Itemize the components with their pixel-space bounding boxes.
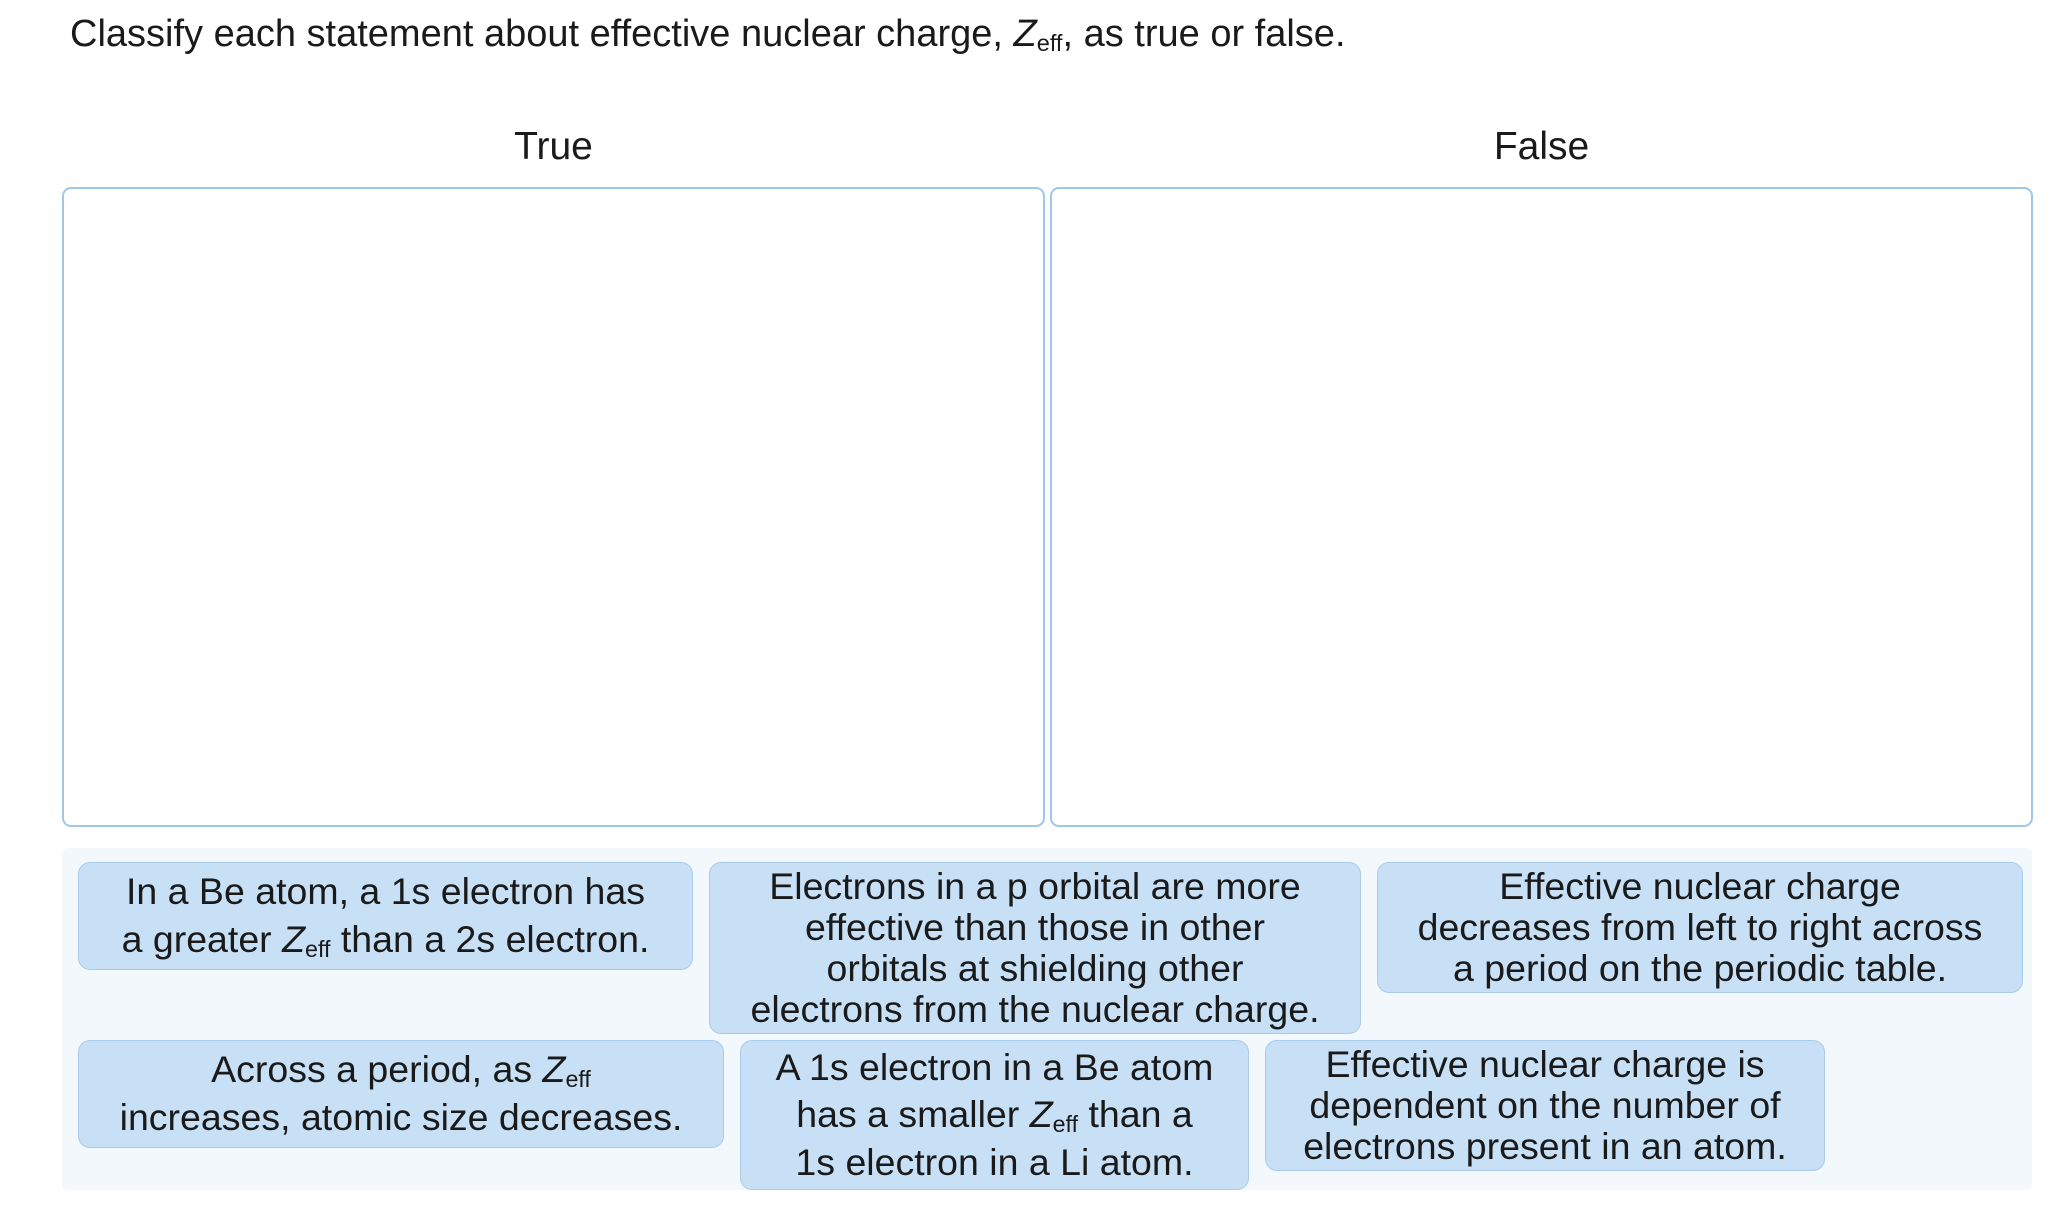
card-text: than a: [1078, 1093, 1193, 1136]
zeff-subscript: eff: [1036, 30, 1063, 57]
card-line: [796, 1091, 1192, 1139]
card-text: has a smaller: [796, 1093, 1030, 1136]
statement-card-be-vs-li-1s[interactable]: [740, 1040, 1249, 1190]
false-column-title: False: [1493, 125, 1590, 168]
question-prompt: [70, 8, 1346, 61]
zeff-symbol: Z: [1029, 1093, 1053, 1136]
card-line: In a Be atom, a 1s electron has: [125, 870, 646, 913]
card-line: orbitals at shielding other: [826, 947, 1244, 989]
true-column-title: True: [514, 125, 593, 168]
card-line: Electrons in a p orbital are more: [769, 865, 1301, 908]
card-line: effective than those in other: [804, 906, 1266, 949]
card-line: dependent on the number of: [1309, 1084, 1781, 1127]
prompt-text-after: , as true or false.: [1062, 13, 1346, 55]
card-line: Effective nuclear charge is: [1325, 1043, 1765, 1086]
card-text: Across a period, as: [211, 1048, 543, 1091]
card-line: Effective nuclear charge: [1499, 865, 1901, 908]
statement-card-p-orbital-shielding[interactable]: [709, 862, 1361, 1034]
statement-card-zeff-depends-on-electrons[interactable]: [1265, 1040, 1825, 1171]
card-line: [211, 1046, 591, 1094]
zeff-subscript: eff: [305, 936, 331, 963]
card-line: 1s electron in a Li atom.: [795, 1140, 1194, 1183]
zeff-symbol: Z: [542, 1048, 566, 1091]
card-line: A 1s electron in a Be atom: [775, 1045, 1214, 1088]
statement-card-zeff-decreases-across-period[interactable]: [1377, 862, 2023, 993]
card-text: a greater: [121, 918, 283, 960]
card-line: [122, 916, 650, 964]
card-line: decreases from left to right across: [1417, 906, 1983, 949]
zeff-subscript: eff: [1052, 1111, 1079, 1138]
card-text: than a 2s electron.: [330, 918, 650, 960]
false-drop-zone[interactable]: [1050, 187, 2033, 827]
card-line: increases, atomic size decreases.: [119, 1096, 683, 1138]
card-line: a period on the periodic table.: [1452, 946, 1948, 989]
zeff-symbol: Z: [1013, 13, 1037, 55]
true-drop-zone[interactable]: [62, 187, 1045, 827]
zeff-symbol: Z: [282, 918, 306, 960]
card-line: electrons from the nuclear charge.: [750, 987, 1320, 1030]
prompt-text-before: Classify each statement about effective nuclear charge,: [70, 13, 1003, 55]
statement-card-atomic-size-decreases[interactable]: [78, 1040, 724, 1148]
card-line: electrons present in an atom.: [1303, 1124, 1787, 1167]
zeff-subscript: eff: [565, 1066, 591, 1093]
statement-card-be-1s-greater-zeff[interactable]: [78, 862, 693, 970]
